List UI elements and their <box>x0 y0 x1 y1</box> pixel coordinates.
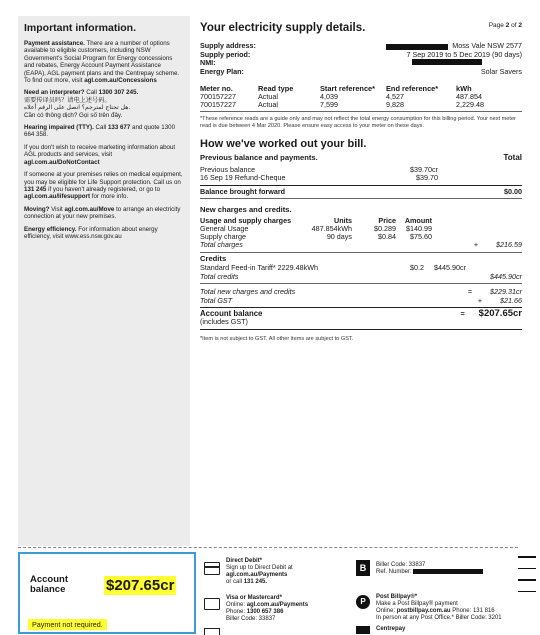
divider <box>200 252 522 253</box>
usage-header: Usage and supply charges Units Price Amount <box>200 216 432 226</box>
prev-balance-row: Previous balance $39.70cr <box>200 164 438 174</box>
centrepay-icon <box>356 626 370 634</box>
direct-debit-info: Direct Debit* Sign up to Direct Debit at agl.com.au/Payments or call 131 245. <box>226 558 293 585</box>
info-title: Important information. <box>24 22 136 34</box>
life-support-info: If someone at your premises relies on medical equipment, you may be eligible for Life Support protection. Call us on 131 245 if you haven't already registered, or go to agl.com.au/lifesupport for more info. <box>24 171 183 201</box>
payment-slip <box>18 552 196 634</box>
payment-assistance: Payment assistance. There are a number of options available to eligible customers, including NSW Government's Social Program for Energy concessions and rebates, Energy Account Payment Assistance (EAPA), AGL payment plans and the Centrepay scheme. To find out more, visit agl.com.au/Concessions <box>24 40 180 85</box>
post-billpay-info: Post Billpay®* Make a Post Billpay® payment Online: postbillpay.com.au Phone: 131 816 In person at any Post Office.* Biller Code: 3201 <box>376 594 502 621</box>
card-payment-info: Visa or Mastercard* Online: agl.com.au/Payments Phone: 1300 657 386 Biller Code: 33837 <box>226 595 309 622</box>
meter-header: Meter no. Read type Start reference* End reference* kWh <box>200 84 472 94</box>
hearing-info: Hearing impaired (TTY). Call 133 677 and quote 1300 664 358. <box>24 124 176 139</box>
moving-info: Moving? Visit agl.com.au/Move to arrange an electricity connection at your new premises. <box>24 205 181 221</box>
divider <box>200 307 522 308</box>
redacted-nmi <box>412 59 482 65</box>
nmi-row: NMI: <box>200 59 522 67</box>
new-charges-title: New charges and credits. <box>200 205 292 215</box>
page-number: Page 2 of 2 <box>488 22 522 29</box>
meter-row: 700157227 Actual 4,039 4,527 487.854 <box>200 92 482 102</box>
previous-balance-section <box>200 154 522 199</box>
feed-in-row: Standard Feed-in Tariff* 2229.48kWh $0.2 $445.90cr <box>200 263 466 273</box>
usage-table <box>200 217 522 241</box>
total-header: Total <box>503 153 522 163</box>
usage-row: General Usage 487.854kWh $0.289 $140.99 <box>200 224 432 234</box>
redacted-ref <box>413 569 483 574</box>
total-gst-row: Total GST + $21.66 <box>200 295 522 305</box>
lifesupport-link[interactable]: agl.com.au/lifesupport <box>24 193 91 201</box>
divider <box>200 283 522 284</box>
interpreter-info: Need an interpreter? Call 1300 307 245. 需要传译员吗？请电上述号码。 هل تحتاج لمترجم؟ اتصل على الرقم أعلاه. Cần có thông dịch? Gọi số trên đây. <box>24 89 139 119</box>
direct-debit-icon <box>204 562 220 575</box>
total-charges-row: Total charges + $216.59 <box>200 240 522 250</box>
divider <box>200 111 522 112</box>
postbillpay-link[interactable]: postbillpay.com.au <box>396 608 451 614</box>
bill-details <box>200 16 522 353</box>
total-new-row: Total new charges and credits = $229.31cr <box>200 287 522 297</box>
meter-row: 700157227 Actual 7,599 9,828 2,229.48 <box>200 100 484 110</box>
centrepay-info: Centrepay <box>376 626 406 632</box>
bpay-icon: B <box>356 560 370 576</box>
supply-address-row: Supply address: Moss Vale NSW 2577 <box>200 41 522 51</box>
slip-label: Account balance <box>30 574 68 595</box>
card-payments-link[interactable]: agl.com.au/Payments <box>246 602 309 608</box>
post-billpay-icon: P <box>356 595 370 609</box>
account-balance-row: Account balance (includes GST) = $207.65cr <box>200 307 522 327</box>
concessions-link[interactable]: agl.com.au/Concessions <box>84 77 157 85</box>
move-link[interactable]: agl.com.au/Move <box>64 205 115 213</box>
credit-card-icon <box>204 598 220 610</box>
credits-title: Credits <box>200 253 227 263</box>
supply-period-row: Supply period: 7 Sep 2019 to 5 Dec 2019 (90 days) <box>200 49 522 59</box>
supply-details <box>200 42 522 76</box>
total-credits-row: Total credits $445.90cr <box>200 271 522 281</box>
usage-row: Supply charge 90 days $0.84 $75.60 <box>200 232 432 242</box>
meter-table <box>200 85 522 109</box>
marketing-info: If you don't wish to receive marketing information about AGL products and services, visit agl.com.au/DoNotContact <box>24 143 176 166</box>
redacted-address <box>386 44 448 50</box>
bpay-info: Biller Code: 33837 Ref. Number: <box>376 562 483 576</box>
meter-note: *These reference reads are a guide only and may not reflect the total energy consumption for this billing period. Your next meter read is due between 4 Mar 2020. Please ensure easy access to your meter on these days. <box>200 116 516 130</box>
divider <box>200 198 522 199</box>
new-charges-section <box>200 206 522 343</box>
payments-link[interactable]: agl.com.au/Payments <box>226 572 288 578</box>
important-info-panel <box>18 16 190 546</box>
scan-marks <box>518 556 536 602</box>
supply-title: Your electricity supply details. <box>200 22 366 34</box>
divider <box>200 329 522 330</box>
previous-balance-title: Previous balance and payments. <box>200 153 318 163</box>
slip-note: Payment not required. <box>28 619 107 630</box>
energy-plan-row: Energy Plan: Solar Savers <box>200 66 522 76</box>
divider <box>200 185 522 186</box>
brought-forward-row: Balance brought forward $0.00 <box>200 186 522 196</box>
tear-line <box>18 547 518 548</box>
donotcontact-link[interactable]: agl.com.au/DoNotContact <box>24 158 100 166</box>
account-balance-value: $207.65cr <box>478 307 522 319</box>
bill-title: How we've worked out your bill. <box>200 138 367 151</box>
efficiency-info: Energy efficiency. For information about energy efficiency, visit www.ess.nsw.gov.au <box>24 225 158 240</box>
slip-amount: $207.65cr <box>106 577 175 594</box>
gst-note: *Item is not subject to GST. All other items are subject to GST. <box>200 335 354 342</box>
refund-row: 16 Sep 19 Refund-Cheque $39.70 <box>200 173 438 183</box>
